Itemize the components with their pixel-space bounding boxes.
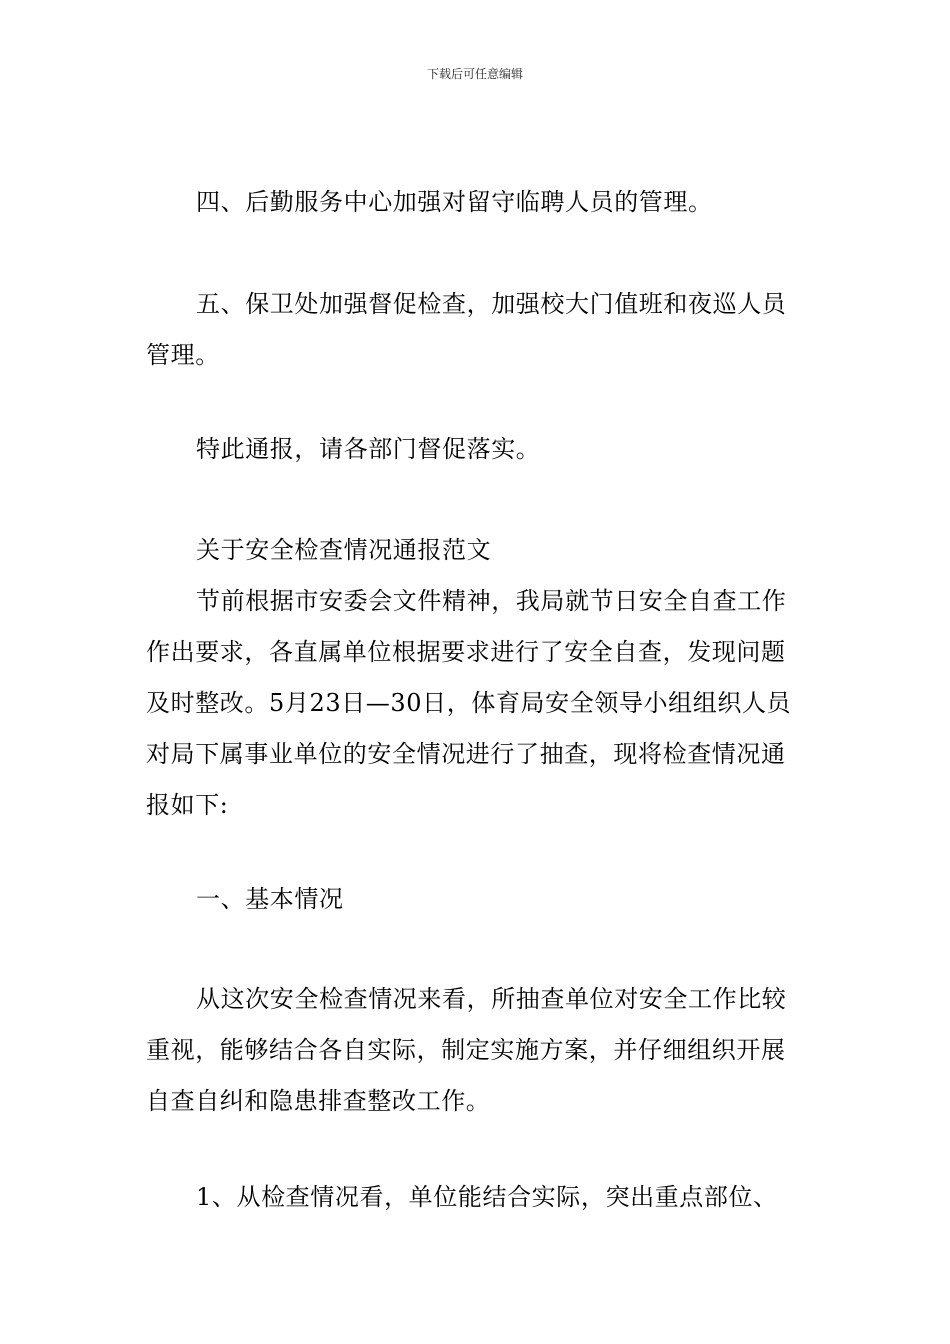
- paragraph-item-1: 1、从检查情况看，单位能结合实际，突出重点部位、: [196, 1183, 778, 1211]
- page-header: 下载后可任意编辑: [426, 67, 523, 81]
- paragraph-logistics: 四、后勤服务中心加强对留守临聘人员的管理。: [196, 188, 713, 216]
- paragraph-security: 五、保卫处加强督促检查，加强校大门值班和夜巡人员管理。: [146, 290, 787, 369]
- paragraph-notice-closing: 特此通报，请各部门督促落实。: [196, 435, 541, 463]
- paragraph-intro: 节前根据市安委会文件精神，我局就节日安全自查工作作出要求，各直属单位根据要求进行了安全自查，发现问题及时整改。5月23日—30日，体育局安全领导小组组织人员对局下属事业单位的安全情况进行了抽查，现将检查情况通报如下:: [146, 587, 792, 819]
- section-title: 关于安全检查情况通报范文: [196, 536, 492, 564]
- heading-basic-situation: 一、基本情况: [196, 885, 344, 913]
- paragraph-overview: 从这次安全检查情况来看，所抽查单位对安全工作比较重视，能够结合各自实际，制定实施方案，并仔细组织开展自查自纠和隐患排查整改工作。: [146, 985, 787, 1115]
